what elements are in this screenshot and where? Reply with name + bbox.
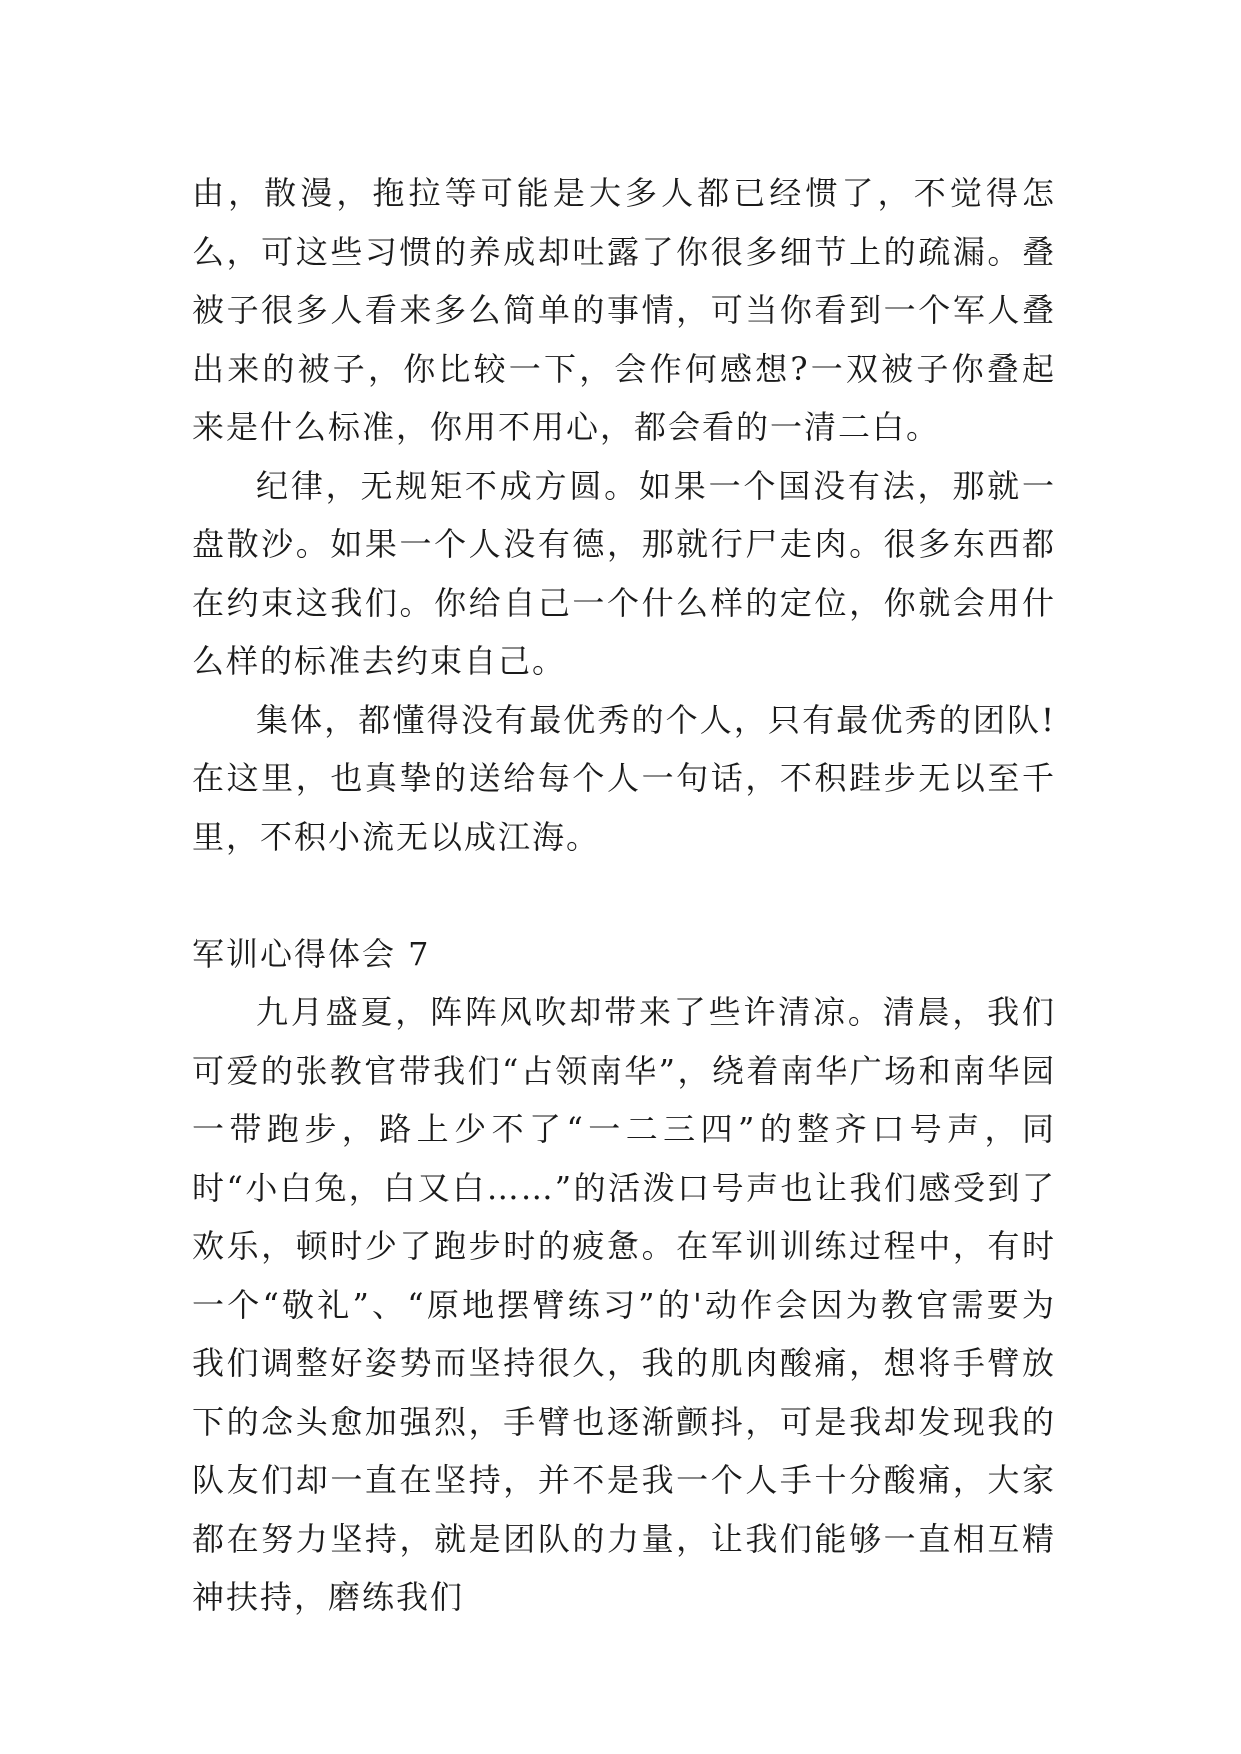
paragraph-collective: 集体，都懂得没有最优秀的个人，只有最优秀的团队!在这里，也真挚的送给每个人一句话，不积跬步无以至千里，不积小流无以成江海。 xyxy=(192,700,1056,856)
paragraph-discipline: 纪律，无规矩不成方圆。如果一个国没有法，那就一盘散沙。如果一个人没有德，那就行尸走肉。很多东西都在约束这我们。你给自己一个什么样的定位，你就会用什么样的标准去约束自己。 xyxy=(192,466,1056,680)
paragraph-september: 九月盛夏，阵阵风吹却带来了些许清凉。清晨，我们可爱的张教官带我们“占领南华”，绕着南华广场和南华园一带跑步，路上少不了“一二三四”的整齐口号声，同时“小白兔，白又白……”的活泼口号声也让我们感受到了欢乐，顿时少了跑步时的疲惫。在军训训练过程中，有时一个“敬礼”、“原地摆臂练习”的'动作会因为教官需要为我们调整好姿势而坚持很久，我的肌肉酸痛，想将手臂放下的念头愈加强烈，手臂也逐渐颤抖，可是我却发现我的队友们却一直在坚持，并不是我一个人手十分酸痛，大家都在努力坚持，就是团队的力量，让我们能够一直相互精神扶持，磨练我们 xyxy=(192,993,1056,1616)
section-spacer xyxy=(192,866,1056,925)
paragraph-continuation: 由，散漫，拖拉等可能是大多人都已经惯了，不觉得怎么，可这些习惯的养成却吐露了你很多细节上的疏漏。叠被子很多人看来多么简单的事情，可当你看到一个军人叠出来的被子，你比较一下，会作何感想?一双被子你叠起来是什么标准，你用不用心，都会看的一清二白。 xyxy=(192,174,1056,446)
document-body xyxy=(192,164,1056,1627)
section-heading: 军训心得体会 7 xyxy=(192,934,431,973)
